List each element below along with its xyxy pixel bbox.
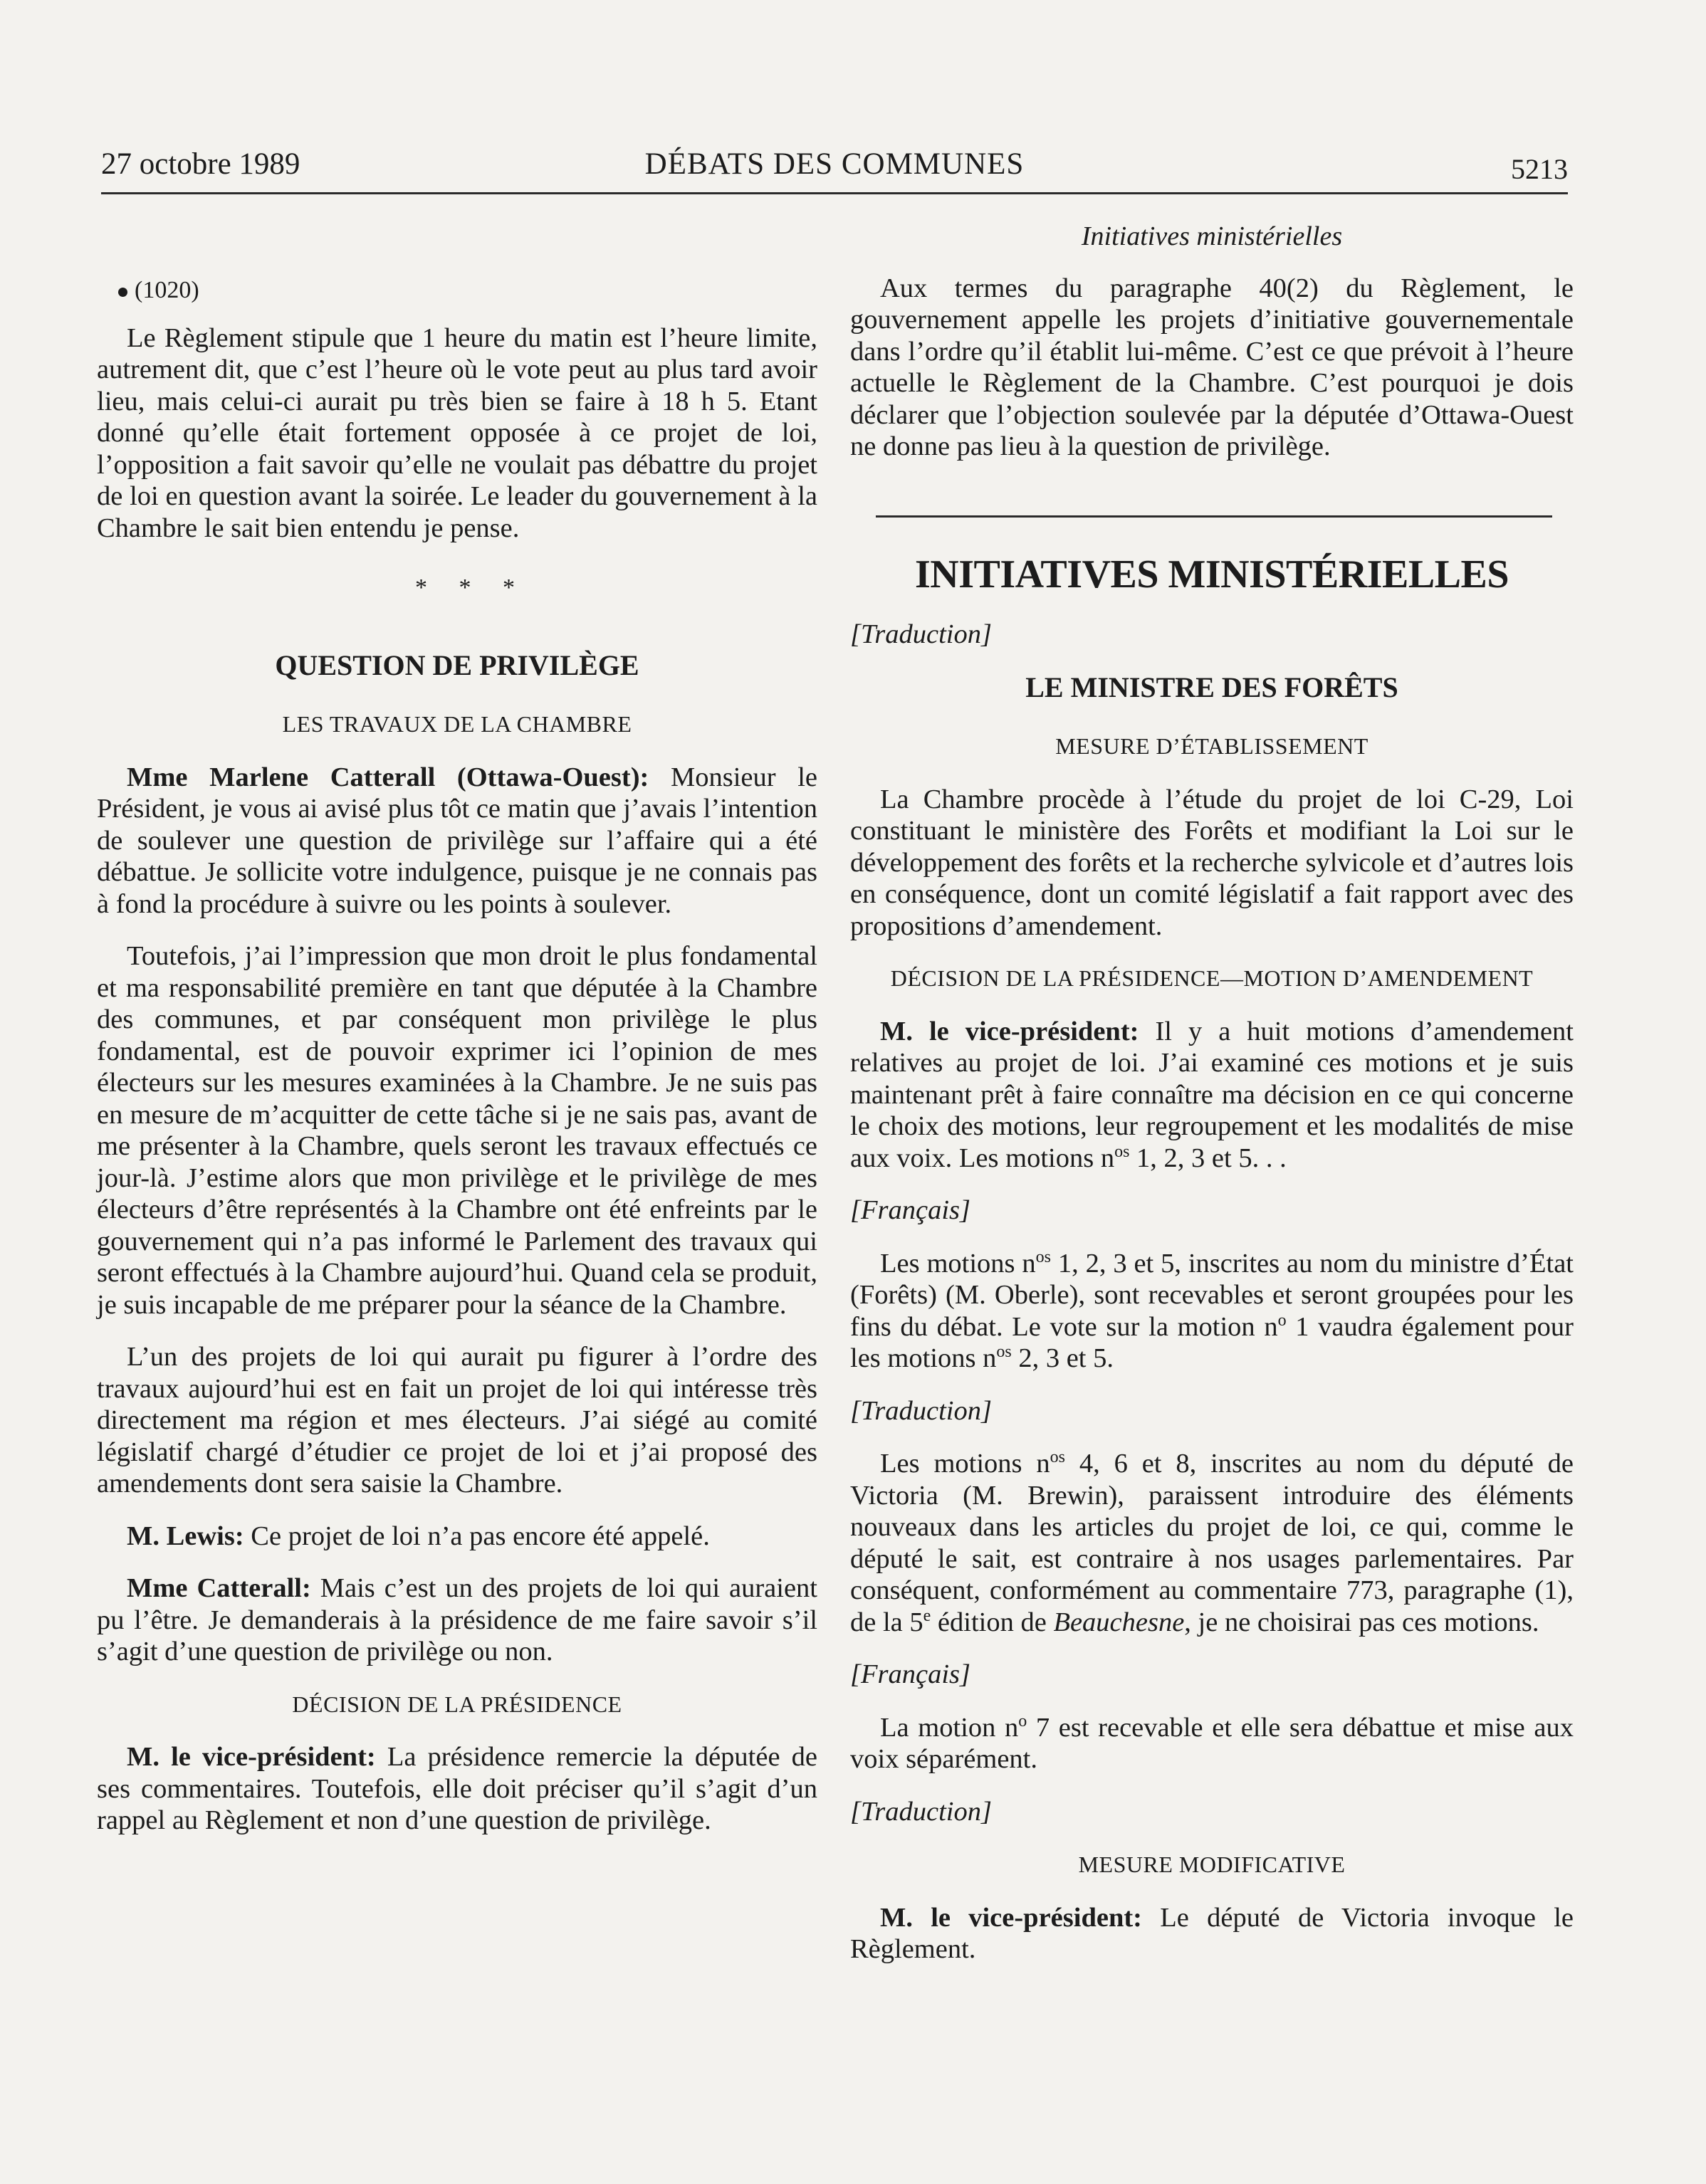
speech-text: Mais c’est un des projets de loi qui auraient pu l’être. Je demanderais à la présidence de me faire savoir s’il s’agit d’une question de privilège ou non. — [97, 1573, 817, 1666]
section-separator: * * * — [415, 574, 528, 601]
page-header — [101, 142, 1568, 194]
speech-text: Le député de Victoria invoque le Règlement. — [850, 1902, 1574, 1964]
paragraph: Aux termes du paragraphe 40(2) du Règlement, le gouvernement appelle les projets d’initiative gouvernementale dans l’ordre qu’il établit lui-même. C’est ce que prévoit à l’heure actuelle le Règlement de la Chambre. C’est pourquoi je dois déclarer que l’objection soulevée par la députée d’Ottawa-Ouest ne donne pas lieu à la question de privilège. — [850, 273, 1574, 461]
speech-paragraph — [97, 1521, 817, 1553]
section-subheading: MESURE D’ÉTABLISSEMENT — [1055, 733, 1369, 759]
superscript: os — [996, 1343, 1012, 1362]
speech-text: 1, 2, 3 et 5. . . — [1129, 1143, 1287, 1173]
language-tag: [Traduction] — [850, 1395, 992, 1426]
speech-text: Ce projet de loi n’a pas encore été appelé. — [244, 1521, 710, 1551]
right-column — [850, 221, 1574, 1986]
paragraph — [850, 1248, 1574, 1375]
paragraph: Le Règlement stipule que 1 heure du matin est l’heure limite, autrement dit, que c’est l’heure où le vote peut au plus tard avoir lieu, mais celui-ci aurait pu très bien se faire à 18 h 5. Etant donné qu’elle était fortement opposée à ce projet de loi, l’opposition a fait savoir qu’elle ne voulait pas débattre du projet de loi en question avant la soirée. Le leader du gouvernement à la Chambre le sait bien entendu je pense. — [97, 322, 817, 543]
superscript: o — [1018, 1711, 1027, 1731]
major-heading: INITIATIVES MINISTÉRIELLES — [914, 552, 1509, 597]
section-subheading: DÉCISION DE LA PRÉSIDENCE—MOTION D’AMENDEMENT — [890, 965, 1534, 991]
speech-text: La présidence remercie la députée de ses commentaires. Toutefois, elle doit préciser qu’il s’agit d’un rappel au Règlement et non d’une question de privilège. — [97, 1742, 817, 1835]
left-column — [97, 221, 817, 1857]
section-subheading: MESURE MODIFICATIVE — [1078, 1852, 1346, 1877]
language-tag: [Français] — [850, 1659, 970, 1689]
running-head: Initiatives ministérielles — [1081, 221, 1343, 251]
paragraph — [850, 1448, 1574, 1638]
text: Les motions n — [880, 1248, 1036, 1279]
paragraph — [850, 1712, 1574, 1775]
speaker-name: M. Lewis: — [127, 1521, 244, 1551]
speech-text: Monsieur le Président, je vous ai avisé plus tôt ce matin que j’avais l’intention de soulever une question de privilège sur l’affaire qui a été débattue. Je sollicite votre indulgence, puisque je ne connais pas à fond la procédure à suivre ou les points à soulever. — [97, 762, 817, 919]
speaker-name: M. le vice-président: — [127, 1742, 376, 1772]
paragraph: L’un des projets de loi qui aurait pu figurer à l’ordre des travaux aujourd’hui est en fait un projet de loi qui intéresse très directement ma région et mes électeurs. J’ai siégé au comité législatif chargé d’étudier ce projet de loi et j’ai proposé des amendements dont sera saisie la Chambre. — [97, 1342, 817, 1498]
text: La motion n — [880, 1712, 1019, 1743]
speech-paragraph — [97, 762, 817, 920]
section-subheading: LES TRAVAUX DE LA CHAMBRE — [282, 711, 632, 737]
paragraph: Toutefois, j’ai l’impression que mon droit le plus fondamental et ma responsabilité première en tant que députée à la Chambre des communes, et par conséquent mon privilège le plus fondamental, est de pouvoir exprimer ici l’opinion de mes électeurs sur les mesures examinées à la Chambre. Je ne suis pas en mesure de m’acquitter de cette tâche si je ne sais pas, avant de me présenter à la Chambre, quels seront les travaux effectués ce jour-là. J’estime alors que mon privilège et le privilège de mes électeurs d’être représentés à la Chambre ont été enfreints par le gouvernement qui n’a pas informé le Parlement des travaux qui seront effectués à la Chambre aujourd’hui. Quand cela se produit, je suis incapable de me préparer pour la séance de la Chambre. — [97, 941, 817, 1320]
text: 1 vaudra également pour les motions n — [850, 1311, 1574, 1373]
language-tag: [Traduction] — [850, 1796, 992, 1827]
text: 2, 3 et 5. — [1011, 1343, 1114, 1373]
text: , je ne choisirai pas ces motions. — [1184, 1607, 1539, 1637]
superscript: e — [923, 1606, 931, 1625]
time-marker-text: (1020) — [135, 277, 199, 303]
language-tag: [Traduction] — [850, 619, 992, 649]
text: 1, 2, 3 et 5, inscrites au nom du ministre d’État (Forêts) (M. Oberle), sont recevables et seront groupées pour les fins du débat. Le vote sur la motion n — [850, 1248, 1574, 1342]
speaker-name: Mme Marlene Catterall (Ottawa-Ouest): — [127, 762, 649, 792]
text: 4, 6 et 8, inscrites au nom du député de Victoria (M. Brewin), paraissent introduire des éléments nouveaux dans les articles du projet de loi, ce qui, comme le député le sait, est contraire à nos usages parlementaires. Par conséquent, conformément au commentaire 773, paragraphe (1), de la 5 — [850, 1449, 1574, 1637]
speech-paragraph — [850, 1902, 1574, 1965]
superscript: o — [1277, 1311, 1287, 1330]
paragraph: La Chambre procède à l’étude du projet de loi C-29, Loi constituant le ministère des Forêts et modifiant la Loi sur le développement des forêts et la recherche sylvicole et d’autres lois en conséquence, dont un comité législatif a fait rapport avec des propositions d’amendement. — [850, 784, 1574, 941]
text: 7 est recevable et elle sera débattue et mise aux voix séparément. — [850, 1712, 1574, 1774]
speech-paragraph — [97, 1741, 817, 1837]
time-marker — [118, 275, 817, 307]
language-tag: [Français] — [850, 1195, 970, 1225]
header-date: 27 octobre 1989 — [101, 147, 300, 181]
speech-paragraph — [97, 1573, 817, 1668]
section-heading: QUESTION DE PRIVILÈGE — [275, 649, 639, 681]
italic-title: Beauchesne — [1053, 1607, 1185, 1637]
speaker-name: M. le vice-président: — [880, 1016, 1139, 1046]
header-title: DÉBATS DES COMMUNES — [644, 147, 1025, 181]
bullet-icon — [118, 288, 127, 297]
text: Les motions n — [880, 1449, 1050, 1479]
speech-paragraph — [850, 1016, 1574, 1175]
superscript: os — [1050, 1448, 1065, 1467]
speaker-name: Mme Catterall: — [127, 1573, 311, 1603]
text: édition de — [931, 1607, 1054, 1637]
section-heading: LE MINISTRE DES FORÊTS — [1025, 671, 1398, 703]
divider — [876, 515, 1552, 518]
page-number: 5213 — [1511, 153, 1568, 185]
section-subheading: DÉCISION DE LA PRÉSIDENCE — [292, 1691, 622, 1717]
superscript: os — [1114, 1142, 1130, 1161]
speech-text: Il y a huit motions d’amendement relatives au projet de loi. J’ai examiné ces motions et je suis maintenant prêt à faire connaître ma décision en ce qui concerne le choix des motions, leur regroupement et les modalités de mise aux voix. Les motions n — [850, 1016, 1574, 1173]
speaker-name: M. le vice-président: — [880, 1902, 1143, 1933]
superscript: os — [1035, 1247, 1051, 1266]
